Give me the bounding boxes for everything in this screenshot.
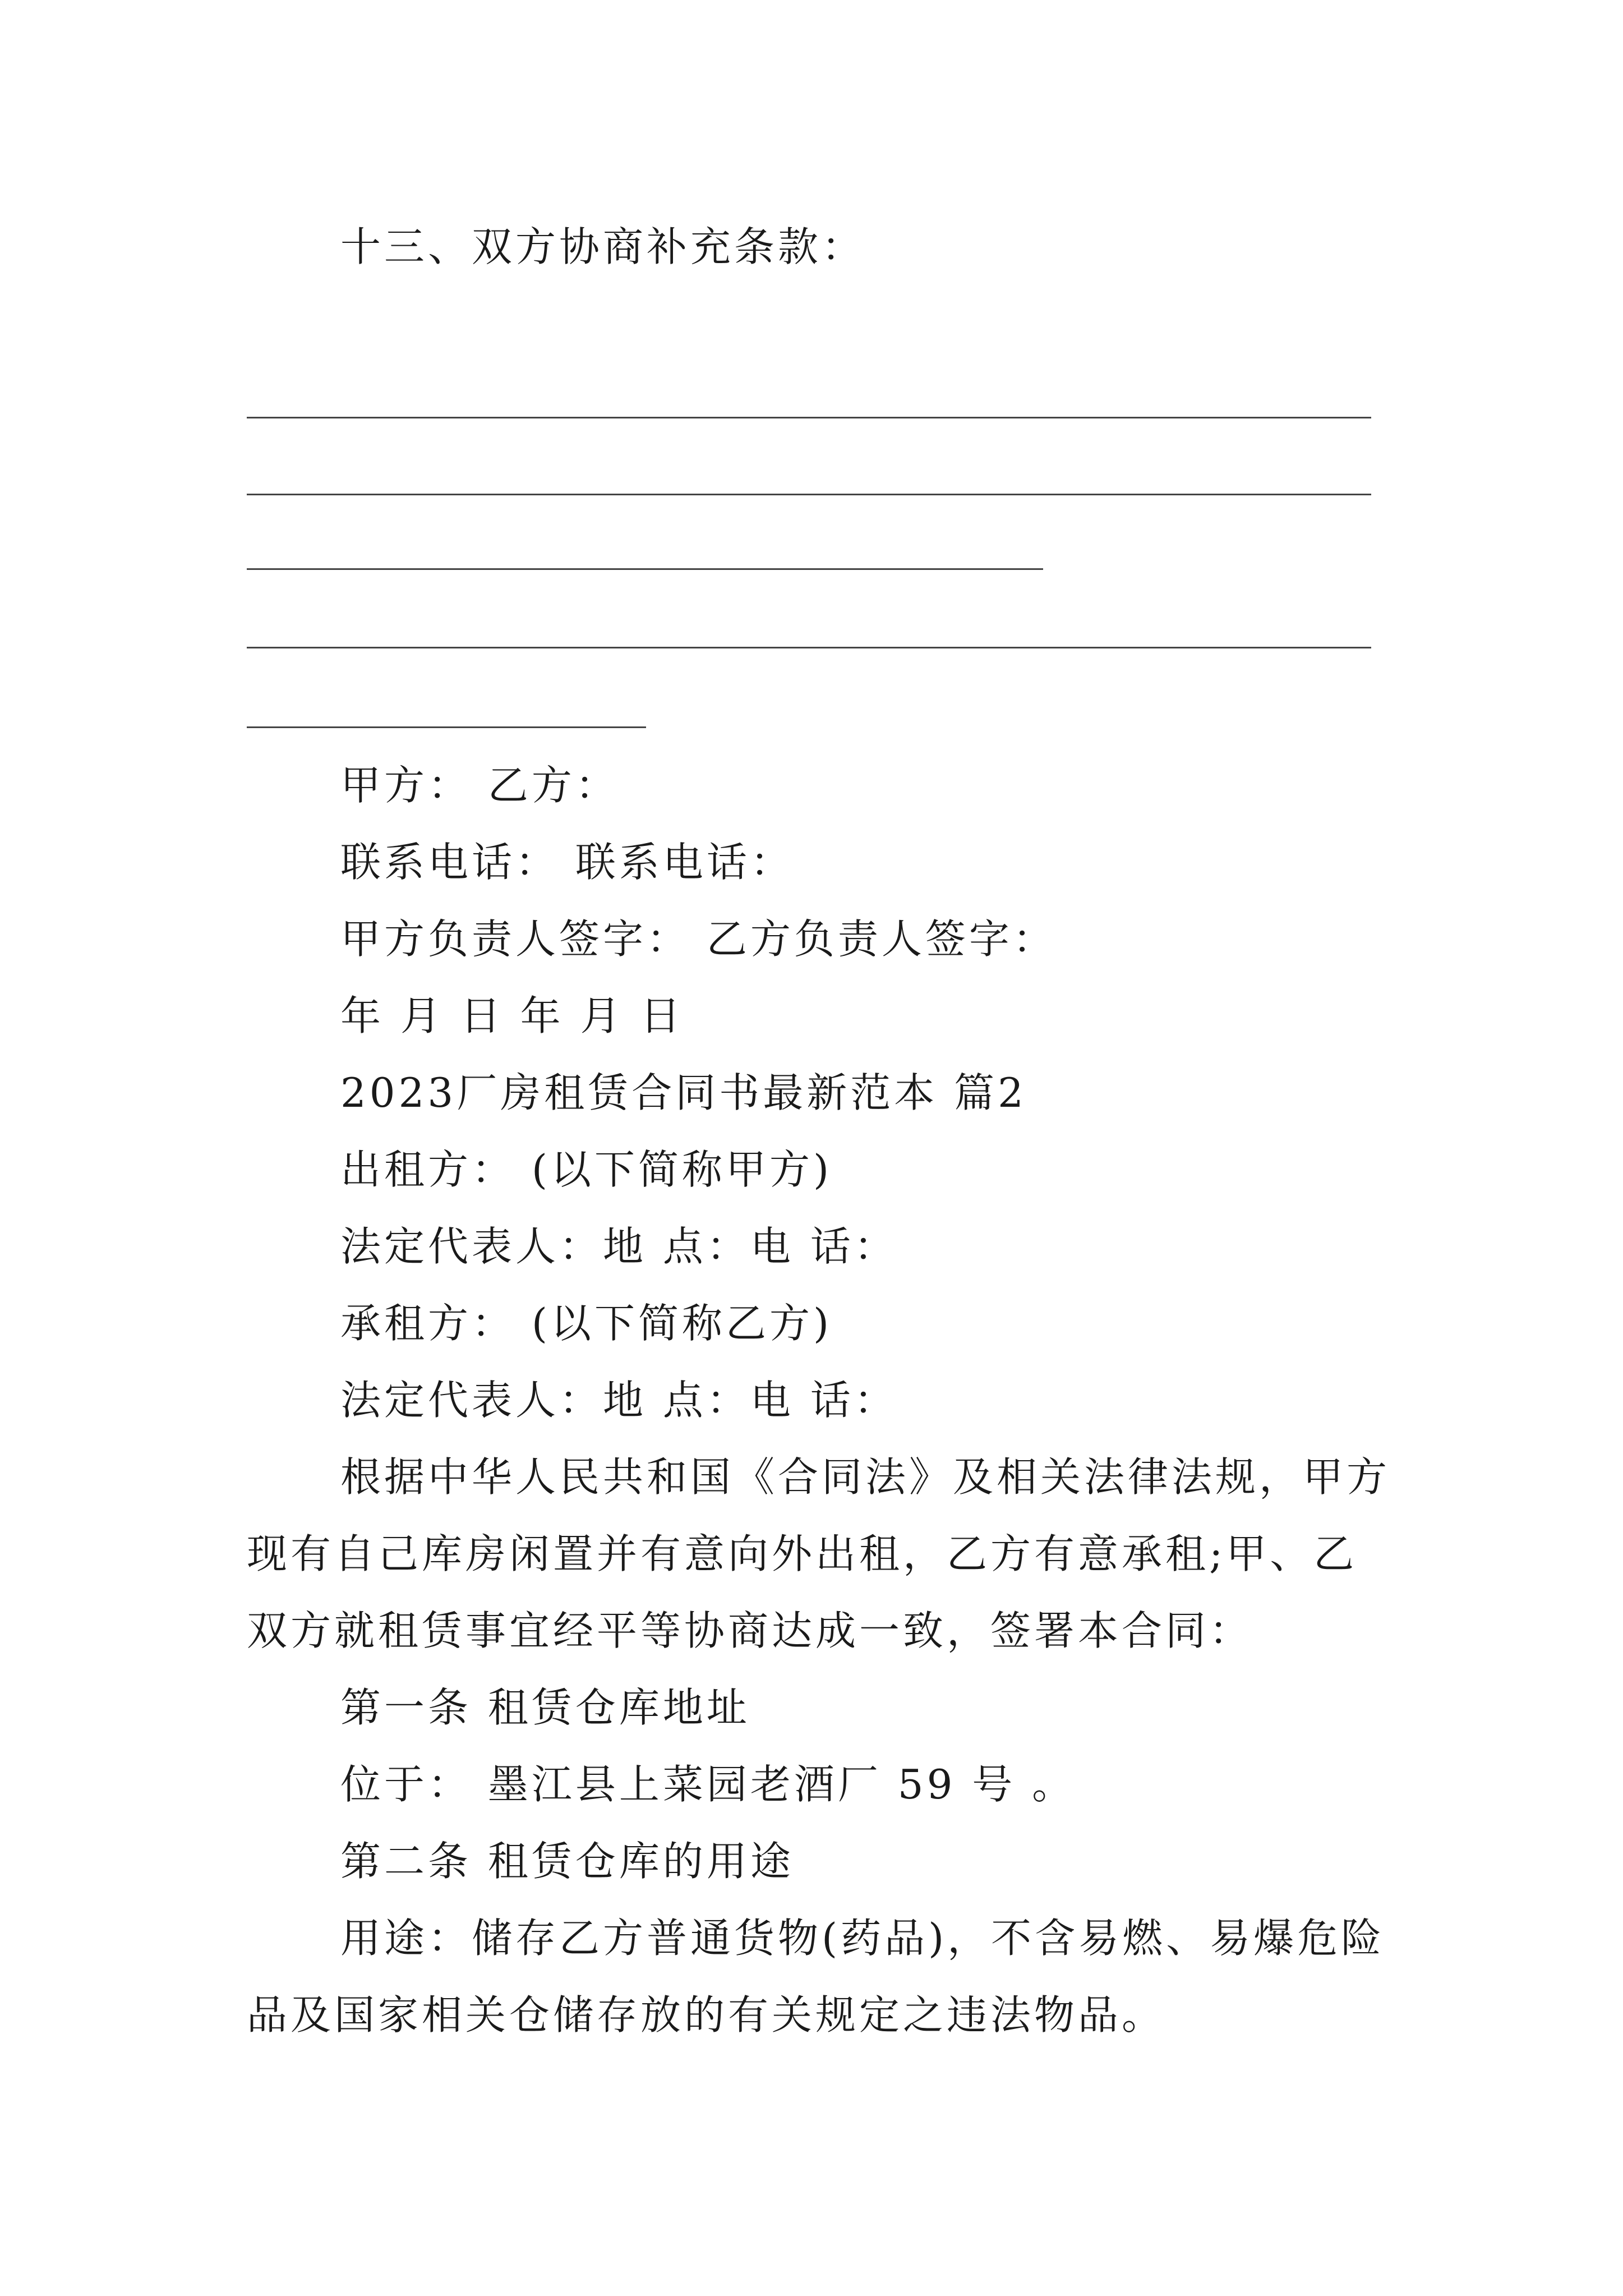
clause-13-heading: 十三、双方协商补充条款： [340, 223, 866, 270]
article-1-title: 第一条 租赁仓库地址 [340, 1684, 750, 1731]
intro-paragraph-line-1: 根据中华人民共和国《合同法》及相关法律法规，甲方 [340, 1453, 1391, 1501]
blank-line-3 [247, 568, 1043, 570]
party-names: 甲方： 乙方： [340, 762, 619, 809]
blank-line-5 [247, 726, 646, 728]
article-2-title: 第二条 租赁仓库的用途 [340, 1838, 794, 1885]
blank-line-2 [247, 494, 1371, 495]
intro-paragraph-line-3: 双方就租赁事宜经平等协商达成一致，签署本合同： [247, 1607, 1253, 1654]
blank-line-4 [247, 647, 1371, 648]
party-phones: 联系电话： 联系电话： [340, 839, 794, 886]
sign-dates: 年 月 日 年 月 日 [340, 992, 684, 1039]
article-2-body-line-1: 用途：储存乙方普通货物(药品)，不含易燃、易爆危险 [340, 1915, 1385, 1962]
intro-paragraph-line-2: 现有自己库房闲置并有意向外出租，乙方有意承租;甲、乙 [247, 1530, 1358, 1577]
lessee-line: 承租方： (以下简称乙方) [340, 1300, 833, 1347]
party-signatures: 甲方负责人签字： 乙方负责人签字： [340, 915, 1057, 963]
lessee-rep-line: 法定代表人：地 点：电 话： [340, 1377, 898, 1424]
blank-line-1 [247, 417, 1371, 418]
article-1-body: 位于： 墨江县上菜园老酒厂 59 号 。 [340, 1761, 1076, 1808]
lessor-rep-line: 法定代表人：地 点：电 话： [340, 1223, 898, 1270]
section-title: 2023厂房租赁合同书最新范本 篇2 [340, 1069, 1027, 1116]
lessor-line: 出租方： (以下简称甲方) [340, 1146, 833, 1193]
article-2-body-line-2: 品及国家相关仓储存放的有关规定之违法物品。 [247, 1991, 1166, 2039]
